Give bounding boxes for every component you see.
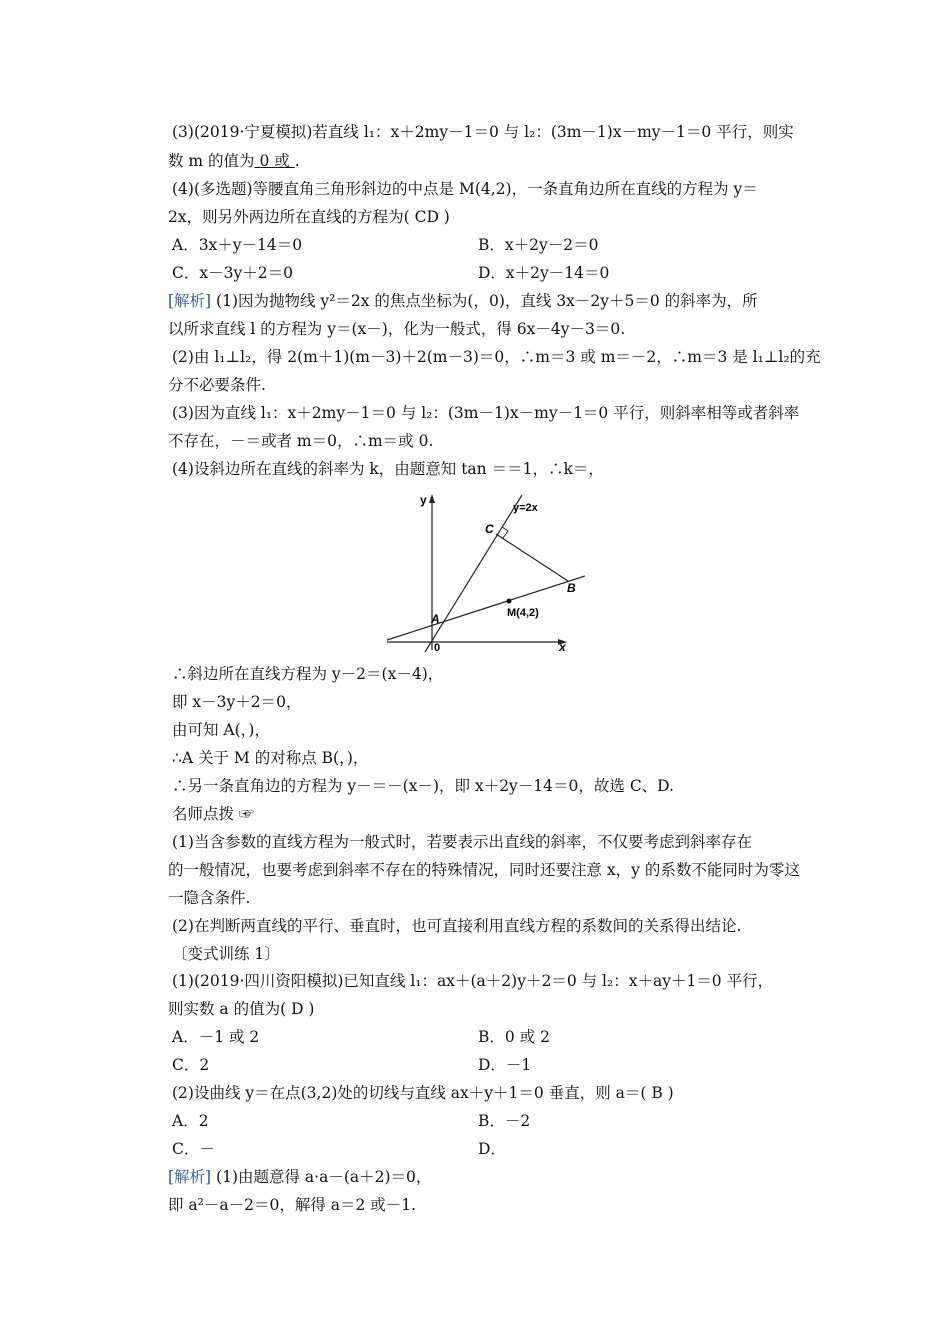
leg-line <box>496 534 568 581</box>
text-fragment: (1)由题意得 a·a－(a＋2)＝0， <box>216 1168 432 1186</box>
geometry-figure <box>385 490 585 655</box>
text-line: 一隐含条件. <box>168 889 251 907</box>
text-fragment: . <box>294 152 300 170</box>
label-x: x <box>559 640 566 654</box>
text-line: (4)(多选题)等腰直角三角形斜边的中点是 M(4,2)，一条直角边所在直线的方程为 y＝ <box>172 180 758 198</box>
option-a: A．2 <box>172 1112 209 1130</box>
label-b: B <box>567 581 576 595</box>
text-line: (1)(2019·四川资阳模拟)已知直线 l₁：ax＋(a＋2)y＋2＝0 与 l₂：x＋ay＋1＝0 平行， <box>172 972 774 990</box>
text-line: 即 a²－a－2＝0，解得 a＝2 或－1. <box>168 1196 417 1214</box>
section-heading: 〔变式训练 1〕 <box>172 945 280 963</box>
text-line: 2x，则另外两边所在直线的方程为( CD ) <box>168 208 450 226</box>
label-line: y=2x <box>513 502 538 514</box>
option-b: B．x＋2y－2＝0 <box>478 236 599 254</box>
option-b: B．－2 <box>478 1112 531 1130</box>
tip-heading: 名师点拨 ☞ <box>172 805 255 823</box>
text-line: (2)由 l₁⊥l₂，得 2(m＋1)(m－3)＋2(m－3)＝0，∴m＝3 或 m＝－2，∴m＝3 是 l₁⊥l₂的充 <box>172 348 821 366</box>
text-line <box>168 151 300 171</box>
text-line: (3)(2019·宁夏模拟)若直线 l₁：x＋2my－1＝0 与 l₂：(3m－1)x－my－1＝0 平行，则实 <box>172 123 794 141</box>
option-c: C．x－3y＋2＝0 <box>172 264 293 282</box>
text-line: 不存在，－＝或者 m＝0，∴m＝或 0. <box>168 432 434 450</box>
analysis-tag: [解析] <box>168 292 212 310</box>
text-fragment: 数 m 的值为 <box>168 152 255 170</box>
label-a: A <box>431 612 440 626</box>
text-line: ∴另一条直角边的方程为 y－＝－(x－)，即 x＋2y－14＝0，故选 C、D. <box>172 777 674 795</box>
option-a: A．3x＋y－14＝0 <box>172 236 303 254</box>
y-axis-arrow <box>429 494 435 503</box>
text-line: (4)设斜边所在直线的斜率为 k，由题意知 tan ＝＝1，∴k＝， <box>172 460 604 478</box>
text-line: (2)在判断两直线的平行、垂直时，也可直接利用直线方程的系数间的关系得出结论. <box>172 917 742 935</box>
option-d: D．x＋2y－14＝0 <box>478 264 610 282</box>
text-line: (3)因为直线 l₁：x＋2my－1＝0 与 l₂：(3m－1)x－my－1＝0 平行，则斜率相等或者斜率 <box>172 404 800 422</box>
option-d: D．－1 <box>478 1056 532 1074</box>
text-line: (1)当含参数的直线方程为一般式时，若要表示出直线的斜率，不仅要考虑到斜率存在 <box>172 833 752 851</box>
right-angle-mark <box>502 527 508 538</box>
answer-blank: 0 或 <box>254 152 295 170</box>
hypotenuse-line <box>387 576 585 640</box>
text-line <box>168 1167 431 1187</box>
label-c: C <box>485 522 494 536</box>
option-c: C．－ <box>172 1140 215 1158</box>
text-line: 的一般情况，也要考虑到斜率不存在的特殊情况，同时还要注意 x，y 的系数不能同时为零这 <box>168 861 800 879</box>
text-line: 即 x－3y＋2＝0， <box>172 693 302 711</box>
text-line: ∴斜边所在直线方程为 y－2＝(x－4)， <box>172 665 444 683</box>
analysis-tag: [解析] <box>168 1168 212 1186</box>
text-line: (2)设曲线 y＝在点(3,2)处的切线与直线 ax＋y＋1＝0 垂直，则 a＝( B ) <box>172 1084 674 1102</box>
option-a: A．－1 或 2 <box>172 1028 260 1046</box>
label-origin: 0 <box>434 642 441 654</box>
text-fragment: (1)因为抛物线 y²＝2x 的焦点坐标为(，0)，直线 3x－2y＋5＝0 的斜率为，所 <box>216 292 758 310</box>
point-m <box>507 599 512 604</box>
text-line: 分不必要条件. <box>168 376 266 394</box>
option-b: B．0 或 2 <box>478 1028 550 1046</box>
text-line: 以所求直线 l 的方程为 y＝(x－)，化为一般式，得 6x－4y－3＝0. <box>168 320 626 338</box>
line-y-2x <box>425 495 522 652</box>
option-c: C．2 <box>172 1056 210 1074</box>
label-y: y <box>420 493 427 507</box>
text-line: 由可知 A(，)， <box>172 721 270 739</box>
text-line <box>168 291 758 311</box>
label-m: M(4,2) <box>507 607 539 619</box>
option-d: D． <box>478 1140 506 1158</box>
text-line: 则实数 a 的值为( D ) <box>168 1000 315 1018</box>
text-line: ∴A 关于 M 的对称点 B(，)， <box>172 749 369 767</box>
